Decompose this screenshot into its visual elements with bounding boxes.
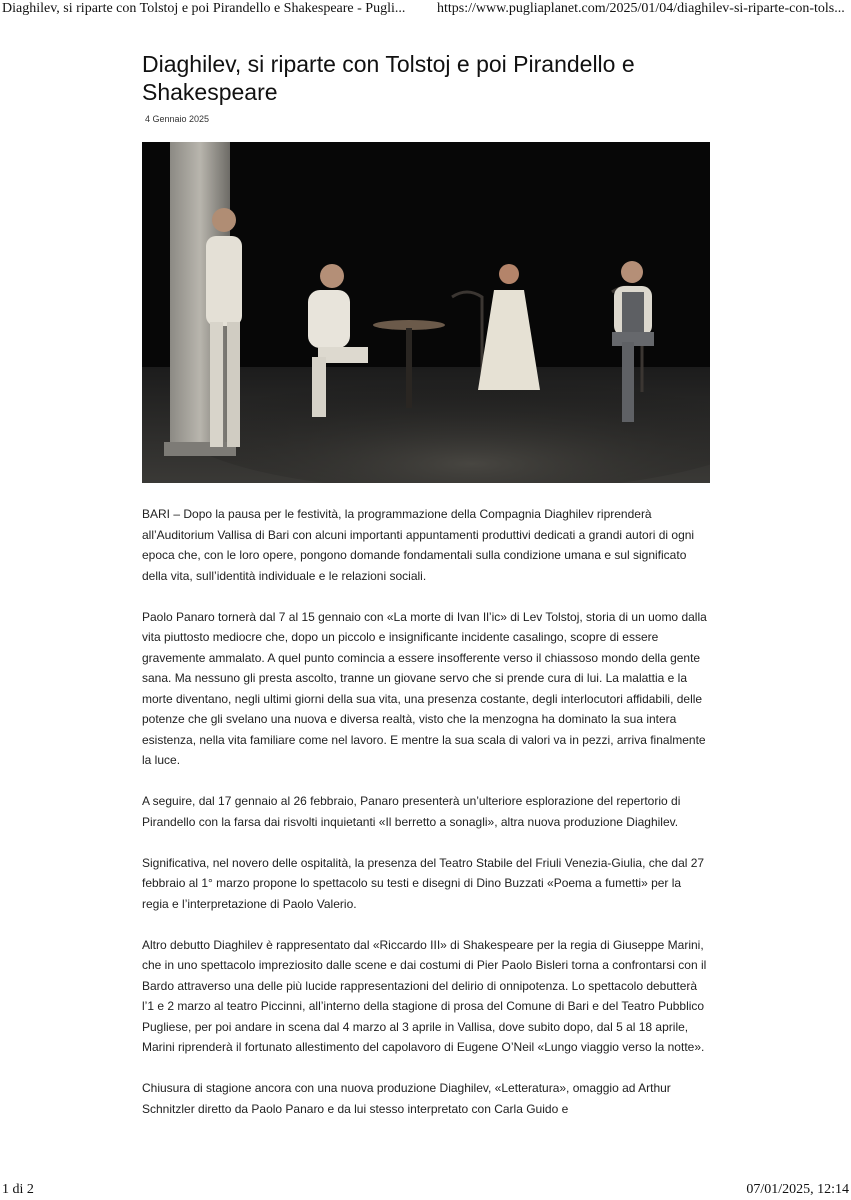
article-date: 4 Gennaio 2025 bbox=[145, 114, 210, 124]
article-title: Diaghilev, si riparte con Tolstoj e poi Pirandello e Shakespeare bbox=[142, 51, 635, 105]
article-paragraph: Paolo Panaro tornerà dal 7 al 15 gennaio con «La morte di Ivan Il’ic» di Lev Tolstoj, storia di un uomo dalla vita piuttosto mediocre che, dopo un piccolo e insignificante incidente casalingo, scopre di essere gravemente ammalato. A quel punto comincia a essere insofferente verso il chiassoso mondo della gente sana. Ma nessuno gli presta ascolto, tranne un giovane servo che si prende cura di lui. La malattia e la morte diventano, negli ultimi giorni della sua vita, una presenza costante, degli interlocutori affidabili, delle potenze che gli svelano una nuova e diversa realtà, visto che la menzogna ha dominato la sua intera esistenza, nella vita familiare come nel lavoro. E mentre la sua scala di valori va in pezzi, arriva finalmente la luce. bbox=[142, 609, 707, 767]
article-paragraph: BARI – Dopo la pausa per le festività, la programmazione della Compagnia Diaghilev riprenderà all’Auditorium Vallisa di Bari con alcuni importanti appuntamenti produttivi dedicati a grandi autori di ogni epoca che, con le loro opere, pongono domande fondamentali sulla condizione umana e sul significato della vita, sull’identità individuale e le relazioni sociali. bbox=[142, 507, 695, 583]
article-body bbox=[142, 504, 710, 1140]
article-paragraph: Altro debutto Diaghilev è rappresentato dal «Riccardo III» di Shakespeare per la regia di Giuseppe Marini, che in uno spettacolo impreziosito dalle scene e dai costumi di Pier Paolo Bisleri torna a confrontarsi con il Bardo attraverso una delle più lucide rappresentazioni del delirio di onnipotenza. Lo spettacolo debutterà l’1 e 2 marzo al teatro Piccinni, all’interno della stagione di prosa del Comune di Bari e del Teatro Pubblico Pugliese, per poi andare in scena dal 4 marzo al 3 aprile in Vallisa, dove subito dopo, dal 5 al 18 aprile, Marini riprenderà il fortunato allestimento del capolavoro di Eugene O’Neil «Lungo viaggio verso la notte». bbox=[142, 937, 707, 1054]
article-paragraph: Chiusura di stagione ancora con una nuova produzione Diaghilev, «Letteratura», omaggio ad Arthur Schnitzler diretto da Paolo Panaro e da lui stesso interpretato con Carla Guido e bbox=[142, 1081, 671, 1116]
article-paragraph: Significativa, nel novero delle ospitalità, la presenza del Teatro Stabile del Friuli Venezia-Giulia, che dal 27 febbraio al 1° marzo propone lo spettacolo su testi e disegni di Dino Buzzati «Poema a fumetti» per la regia e l’interpretazione di Paolo Valerio. bbox=[142, 855, 705, 911]
print-datetime: 07/01/2025, 12:14 bbox=[746, 1182, 849, 1197]
stage-photo-icon bbox=[142, 142, 710, 483]
article-photo bbox=[142, 142, 710, 483]
article-paragraph: A seguire, dal 17 gennaio al 26 febbraio, Panaro presenterà un’ulteriore esplorazione del repertorio di Pirandello con la farsa dai risvolti inquietanti «Il berretto a sonagli», altra nuova produzione Diaghilev. bbox=[142, 794, 681, 829]
print-header bbox=[0, 0, 851, 20]
page-number: 1 di 2 bbox=[2, 1182, 34, 1197]
print-page-url: https://www.pugliaplanet.com/2025/01/04/diaghilev-si-riparte-con-tols... bbox=[437, 1, 845, 16]
print-page-title: Diaghilev, si riparte con Tolstoj e poi Pirandello e Shakespeare - Pugli... bbox=[2, 1, 406, 16]
print-footer bbox=[0, 1182, 851, 1200]
